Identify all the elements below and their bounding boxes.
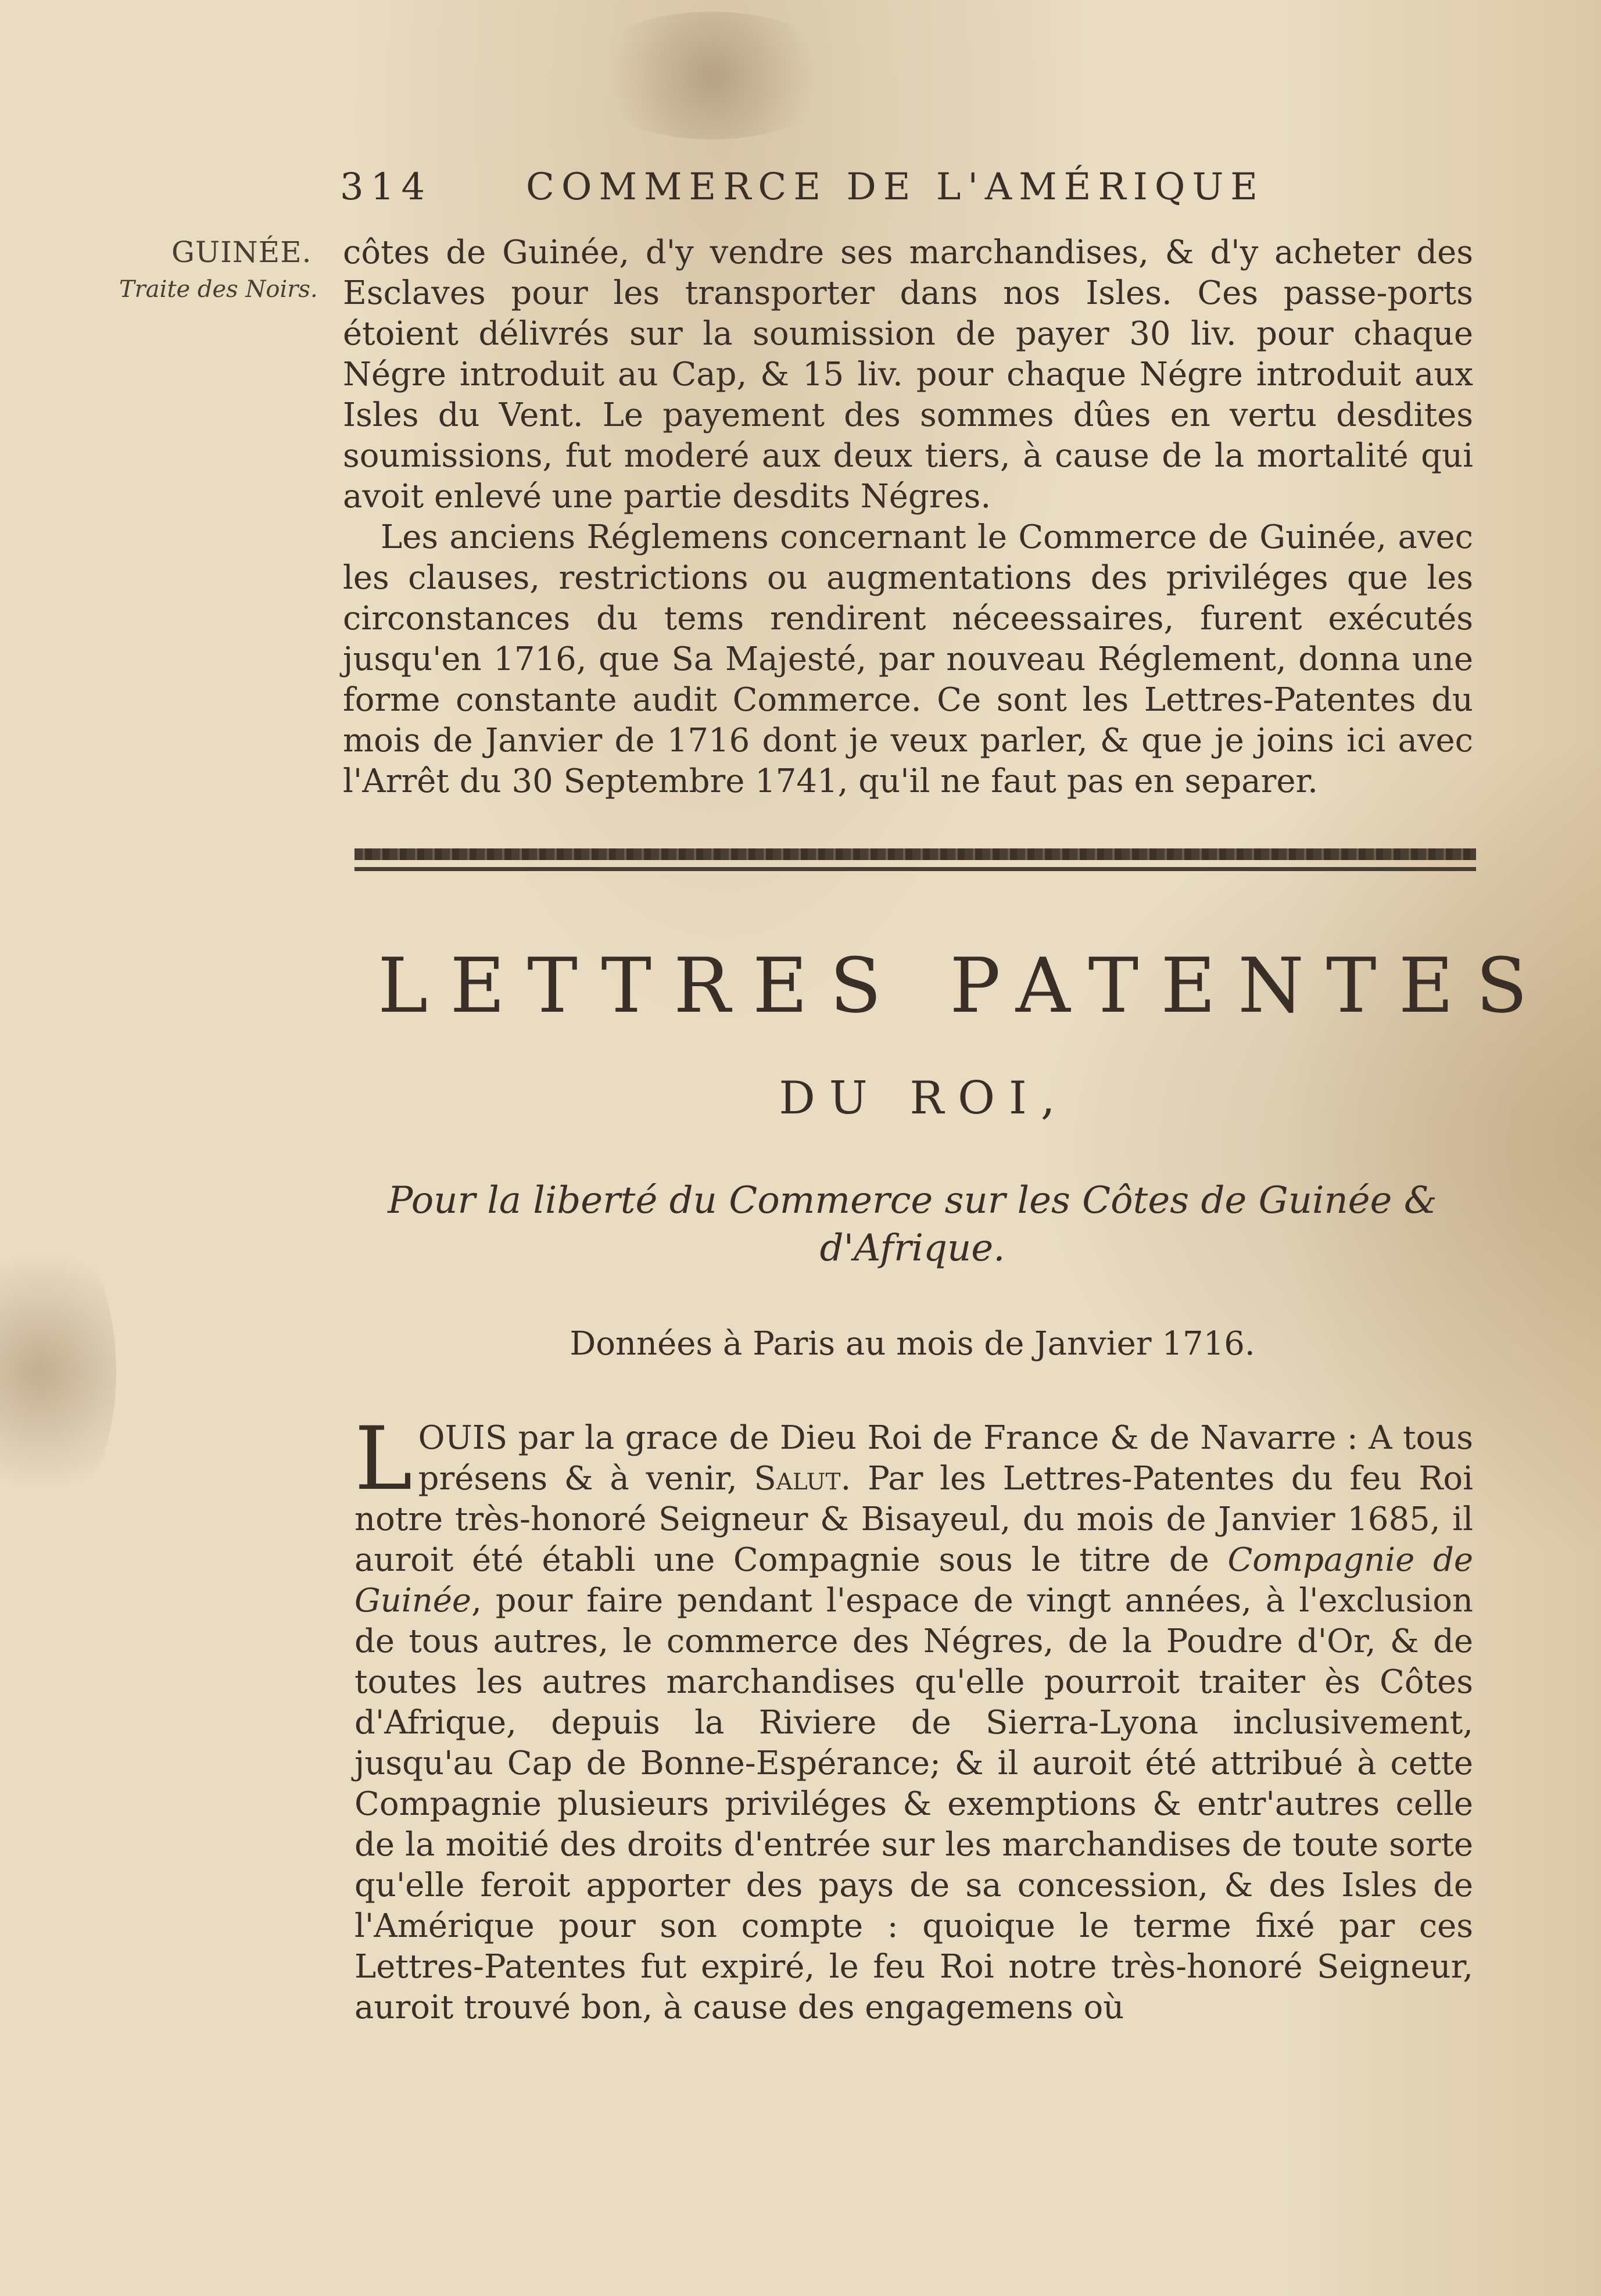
document-subject: Pour la liberté du Commerce sur les Côtes de Guinée & d'Afrique.	[388, 1179, 1437, 1270]
intro-paragraph-2: Les anciens Réglemens concernant le Commerce de Guinée, avec les clauses, restrictions ou augmentations des priviléges que les circonstances du tems rendirent néceessaires, furent exécutés jusqu'en 1716, que Sa Majesté, par nouveau Réglement, donna une forme constante audit Commerce. Ce sont les Lettres-Patentes du mois de Janvier de 1716 dont je veux parler, & que je joins ici avec l'Arrêt du 30 Septembre 1741, qu'il ne faut pas en separer.	[343, 518, 1473, 800]
salutation: Salut.	[754, 1460, 851, 1498]
page-number: 314	[340, 166, 432, 209]
divider-rule	[354, 867, 1476, 871]
margin-note-region: GUINÉE.	[171, 235, 312, 269]
opening-word: OUIS	[418, 1419, 508, 1457]
company-name: Compagnie de Guinée	[354, 1541, 1473, 1620]
document-title: LETTRES PATENTES	[378, 941, 1550, 1030]
intro-paragraph-1: côtes de Guinée, d'y vendre ses marchandises, & d'y acheter des Esclaves pour les transporter dans nos Isles. Ces passe-ports étoient délivrés sur la soumission de payer 30 liv. pour chaque Négre introduit au Cap, & 15 liv. pour chaque Négre introduit aux Isles du Vent. Le payement des sommes dûes en vertu desdites soumissions, fut moderé aux deux tiers, à cause de la mortalité qui avoit enlevé une partie desdits Négres.	[343, 234, 1473, 515]
ornamental-rule	[354, 848, 1476, 860]
running-head	[340, 166, 1299, 218]
stain-left	[0, 1220, 116, 1523]
margin-note-topic: Traite des Noirs.	[119, 276, 318, 303]
body-text-2: Par les Lettres-Patentes du feu Roi notre très-honoré Seigneur & Bisayeul, du mois de Janvier 1685, il auroit été établi une Compagnie sous le titre de	[354, 1460, 1473, 1579]
dateline: Données à Paris au mois de Janvier 1716.	[570, 1325, 1255, 1363]
running-title: COMMERCE DE L'AMÉRIQUE	[526, 166, 1265, 209]
document-subtitle: DU ROI,	[779, 1072, 1069, 1124]
body-text-1: par la grace de Dieu Roi de France & de Navarre : A tous présens & à venir,	[418, 1419, 1473, 1498]
letters-body	[354, 1409, 1473, 2028]
drop-cap: L	[354, 1409, 413, 1510]
body-text-3: , pour faire pendant l'espace de vingt années, à l'exclusion de tous autres, le commerce des Négres, de la Poudre d'Or, & de toutes les autres marchandises qu'elle pourroit traiter ès Côtes d'Afrique, depuis la Riviere de Sierra-Lyona inclusivement, jusqu'au Cap de Bonne-Espérance; & il auroit été attribué à cette Compagnie plusieurs priviléges & exemptions & entr'autres celle de la moitié des droits d'entrée sur les marchandises de toute sorte qu'elle feroit apporter des pays de sa concession, & des Isles de l'Amérique pour son compte : quoique le terme fixé par ces Lettres-Patentes fut expiré, le feu Roi notre très-honoré Seigneur, auroit trouvé bon, à cause des engagemens où	[354, 1582, 1473, 2026]
stain-top	[581, 12, 843, 139]
